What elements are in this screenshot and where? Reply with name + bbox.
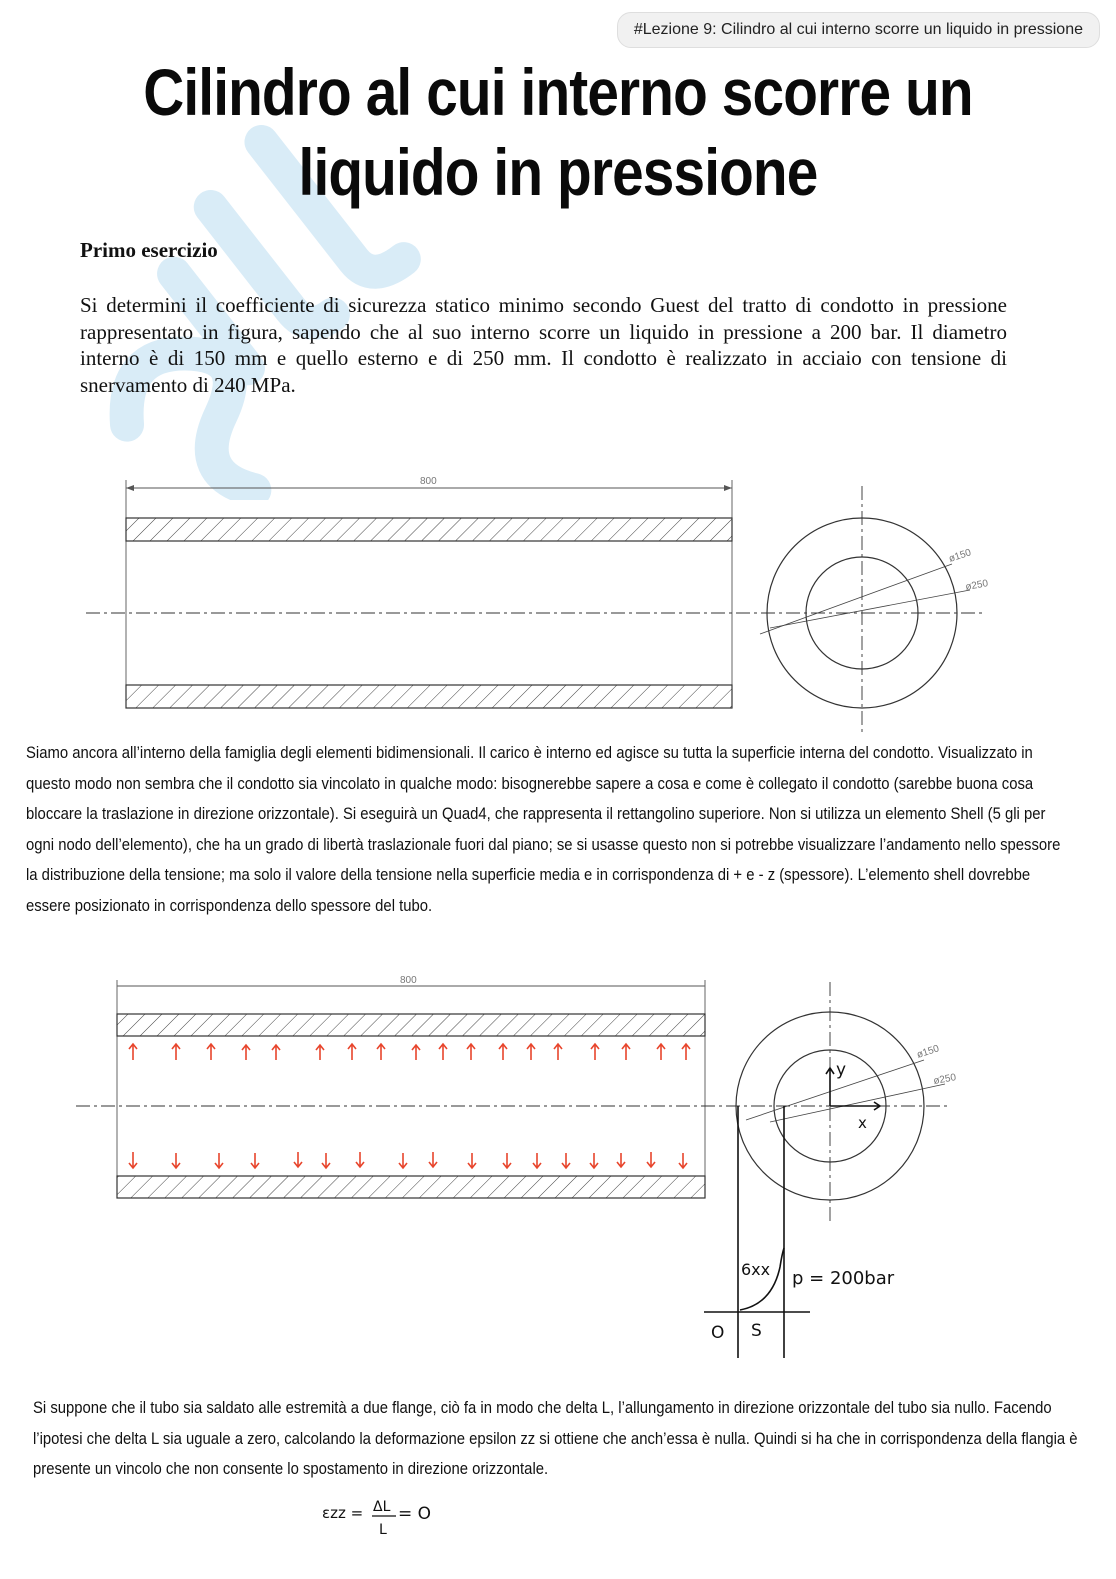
inner-diameter-label-2: ø150: [915, 1043, 941, 1061]
formula-lhs: εzz =: [322, 1504, 364, 1522]
thickness-label: S: [751, 1321, 762, 1341]
pipe-wall-bottom-2: [117, 1176, 705, 1198]
axis-y-label: y: [836, 1060, 847, 1080]
pressure-arrows-up: [129, 1044, 690, 1060]
pressure-arrows-down: [129, 1152, 687, 1168]
formula-rhs: = O: [398, 1504, 432, 1524]
pipe-wall-bottom: [126, 685, 732, 708]
page-title: [130, 52, 987, 212]
pipe-wall-top: [126, 518, 732, 541]
inner-diameter-label: ø150: [947, 547, 973, 565]
pressure-label: p = 200bar: [792, 1268, 895, 1289]
length-label-2: 800: [400, 975, 417, 986]
pipe-drawing-1: [0, 470, 1116, 735]
outer-diameter-label-2: ø250: [932, 1072, 957, 1087]
title-line-2: liquido in pressione: [298, 135, 818, 209]
exercise-heading: Primo esercizio: [80, 238, 218, 262]
formula-denominator: L: [379, 1522, 387, 1538]
outer-diameter-label: ø250: [964, 578, 989, 593]
pipe-drawing-2: [0, 972, 1116, 1367]
paragraph-1: Siamo ancora all’interno della famiglia degli elementi bidimensionali. Il carico è interno ed agisce su tutta la superficie interna del condotto. Visualizzato in questo modo non sembra che il condotto sia vincolato in qualche modo: bisognerebbe sapere a cosa e come è collegato il condotto (sarebbe buona cosa bloccare la traslazione in direzione orizzontale). Si eseguirà un Quad4, che rappresenta il rettangolino superiore. Non si utilizza un elemento Shell (5 gli per ogni nodo dell’elemento), che ha un grado di libertà traslazionale fuori dal piano; se si usasse questo non si potrebbe visualizzare l’andamento nello spessore la distribuzione della tensione; ma solo il valore della tensione nella superficie media e in corrispondenza di + e - z (spessore). L’elemento shell dovrebbe essere posizionato in corrispondenza dello spessore del tubo.: [26, 744, 1061, 915]
pipe-wall-top-2: [117, 1014, 705, 1036]
exercise-text: Si determini il coefficiente di sicurezza statico minimo secondo Guest del tratto di condotto in pressione rappresentato in figura, sapendo che al suo interno scorre un liquido in pressione a 200 bar. Il diametro interno è di 150 mm e quello esterno e di 250 mm. Il condotto è realizzato in acciaio con tensione di snervamento di 240 MPa.: [80, 293, 1007, 397]
origin-label: O: [711, 1323, 725, 1343]
sigma-xx-label: 6xx: [741, 1260, 771, 1279]
paragraph-2: Si suppone che il tubo sia saldato alle estremità a due flange, ciò fa in modo che delta L, l’allungamento in direzione orizzontale del tubo sia nullo. Facendo l’ipotesi che delta L sia uguale a zero, calcolando la deformazione epsilon zz si ottiene che anch’essa è nulla. Quindi si ha che in corrispondenza della flangia è presente un vincolo che non consente lo spostamento in direzione orizzontale.: [33, 1399, 1078, 1479]
length-label: 800: [420, 476, 437, 487]
title-line-1: Cilindro al cui interno scorre un: [143, 55, 973, 129]
stress-curve: [740, 1248, 784, 1310]
lesson-tag: #Lezione 9: Cilindro al cui interno scorre un liquido in pressione: [617, 12, 1100, 48]
axis-x-label: x: [858, 1114, 867, 1132]
formula-numerator: ΔL: [373, 1499, 391, 1515]
strain-formula: [318, 1492, 458, 1542]
